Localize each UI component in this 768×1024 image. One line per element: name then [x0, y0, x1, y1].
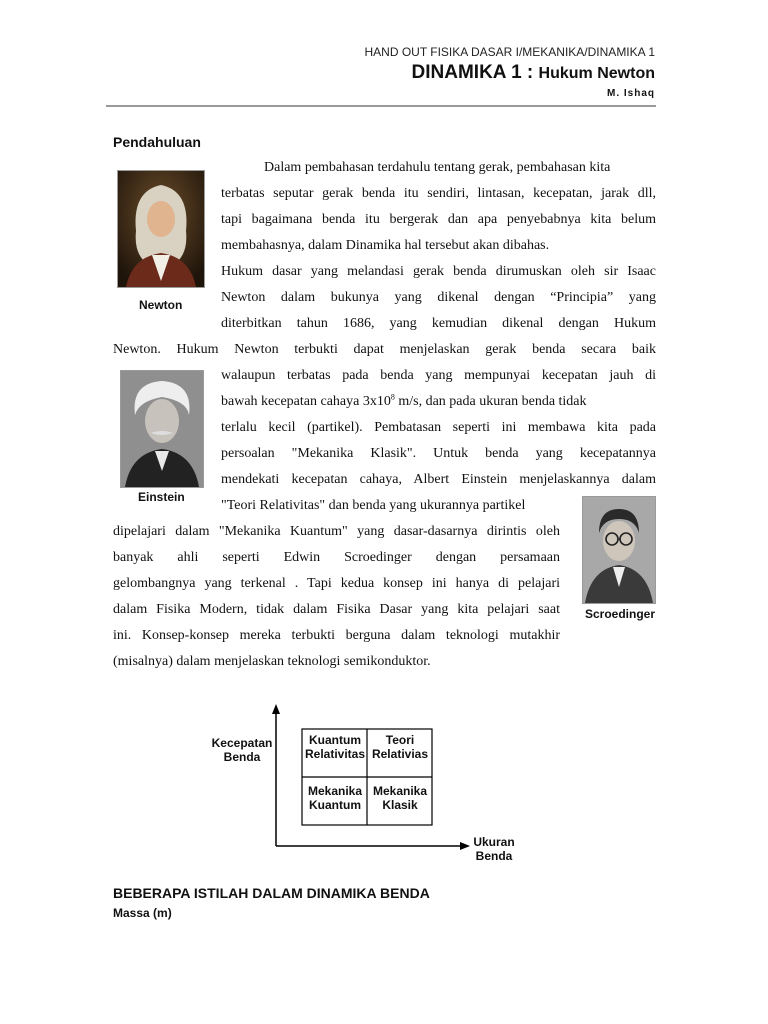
scroedinger-caption: Scroedinger — [585, 607, 656, 621]
text-line: walaupun terbatas pada benda yang mempunyai kecepatan jauh di — [221, 368, 656, 383]
section-title: Pendahuluan — [113, 134, 201, 150]
x-axis-label: Ukuran Benda — [473, 835, 515, 863]
text-line: ini. Konsep-konsep mereka terbukti berguna dalam teknologi mutakhir — [113, 628, 560, 643]
section-heading: BEBERAPA ISTILAH DALAM DINAMIKA BENDA — [113, 885, 430, 901]
speed-of-light-text: bawah kecepatan cahaya 3x10 — [221, 394, 391, 409]
exponent: 8 — [390, 392, 395, 402]
text-line: persoalan "Mekanika Klasik". Untuk benda yang kecepatannya — [221, 446, 656, 461]
text-line: terlalu kecil (partikel). Pembatasan seperti ini membawa kita pada — [221, 420, 656, 435]
text-line: dalam Fisika Modern, tidak dalam Fisika Dasar yang kita pelajari saat — [113, 602, 560, 617]
cell-mekanika-kuantum: Mekanika Kuantum — [307, 784, 363, 812]
text-line: diterbitkan tahun 1686, yang kemudian dikenal dengan Hukum — [221, 316, 656, 331]
text-line: (misalnya) dalam menjelaskan teknologi semikonduktor. — [113, 654, 431, 669]
title-sub: Hukum Newton — [538, 65, 655, 82]
y-axis-label: Kecepatan Benda — [211, 736, 273, 764]
text-line: Dalam pembahasan terdahulu tentang gerak, pembahasan kita — [264, 160, 611, 175]
text-line: Newton. Hukum Newton terbukti dapat menjelaskan gerak benda secara baik — [113, 342, 656, 357]
text-line: Newton dalam bukunya yang dikenal dengan “Principia” yang — [221, 290, 656, 305]
cell-mekanika-klasik: Mekanika Klasik — [372, 784, 428, 812]
text-line: dipelajari dalam "Mekanika Kuantum" yang dasar-dasarnya dirintis oleh — [113, 524, 560, 539]
text-line: membahasnya, dalam Dinamika hal tersebut akan dibahas. — [221, 238, 550, 253]
title-main: DINAMIKA 1 : — [411, 62, 539, 83]
cell-teori-relativitas: Teori Relativias — [371, 733, 429, 761]
newton-caption: Newton — [139, 298, 183, 312]
subsection-heading: Massa (m) — [113, 906, 172, 920]
author: M. Ishaq — [606, 88, 655, 99]
text-line: banyak ahli seperti Edwin Scroedinger dengan persamaan — [113, 550, 560, 565]
text-line: tapi bagaimana benda itu bergerak dan apa penyebabnya kita belum — [221, 212, 656, 227]
text-segment: m/s, dan pada ukuran benda tidak — [394, 394, 587, 409]
text-line: Hukum dasar yang melandasi gerak benda dirumuskan oleh sir Isaac — [221, 264, 656, 279]
text-line: gelombangnya yang terkenal . Tapi kedua konsep ini hanya di pelajari — [113, 576, 560, 591]
cell-kuantum-relativitas: Kuantum Relativitas — [304, 733, 366, 761]
handout-header: HAND OUT FISIKA DASAR I/MEKANIKA/DINAMIKA 1 — [364, 45, 655, 59]
text-line: terbatas seputar gerak benda itu sendiri, lintasan, kecepatan, jarak dll, — [221, 186, 656, 201]
einstein-caption: Einstein — [138, 490, 185, 504]
text-line: "Teori Relativitas" dan benda yang ukurannya partikel — [221, 498, 526, 513]
text-line: mendekati kecepatan cahaya, Albert Einstein menjelaskannya dalam — [221, 472, 656, 487]
